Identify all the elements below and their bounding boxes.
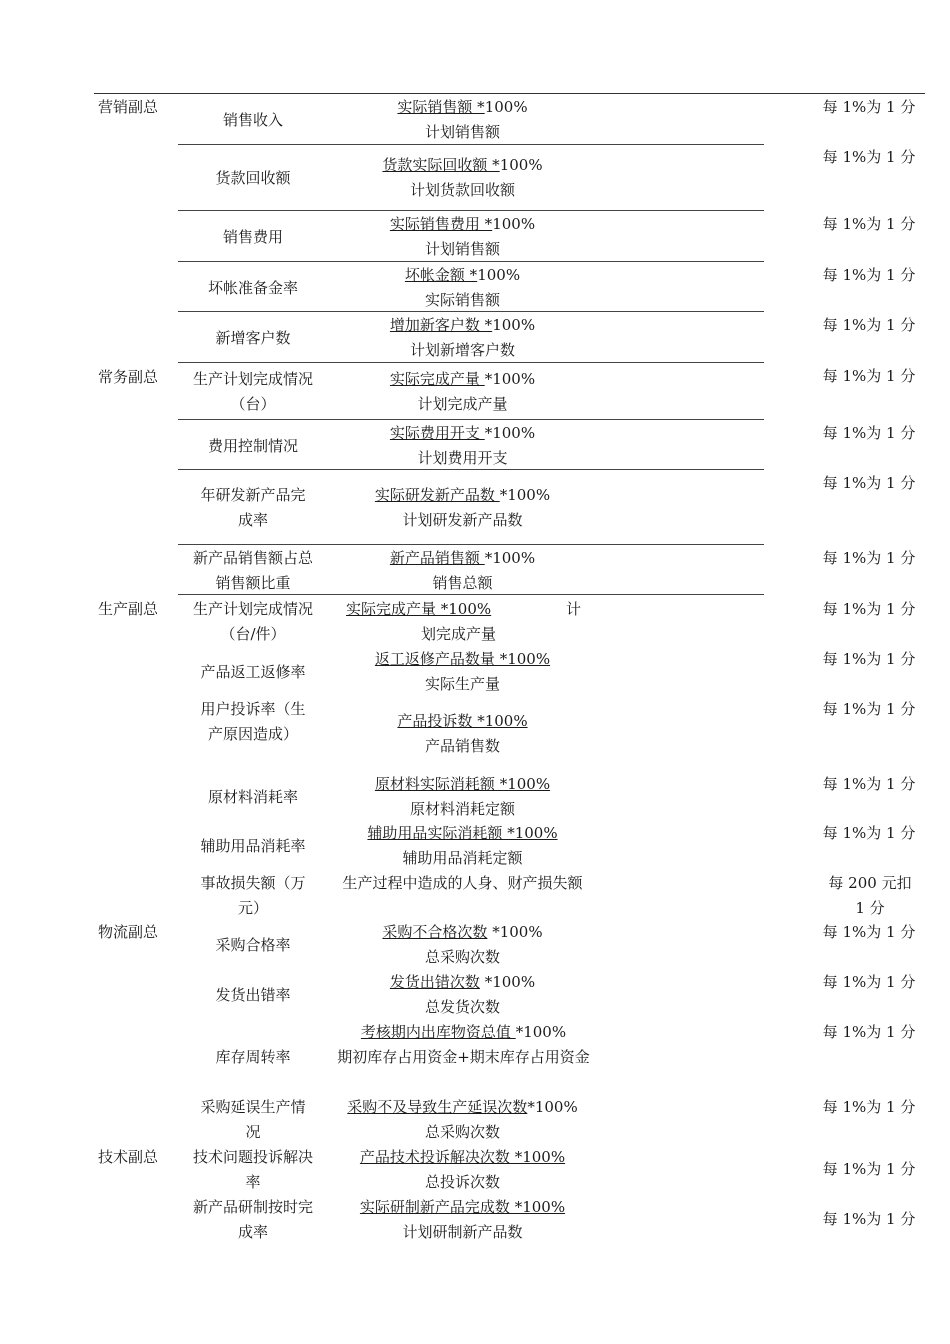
formula-denominator: 计划货款回收额 [409,181,515,199]
kpi-name: 采购延误生产情况 [200,1098,306,1141]
formula-numerator: 坏帐金额 * [404,266,478,284]
formula-numerator: 实际销售额 * [397,98,485,116]
formula-numerator: 采购不合格次数 [382,923,488,941]
formula-numerator: 辅助用品实际消耗额 *100% [367,824,558,842]
formula-denominator: 实际生产量 [424,675,500,693]
top-rule [94,93,925,94]
kpi-formula [330,421,595,471]
kpi-name: 辅助用品消耗率 [200,836,306,855]
formula-denominator: 总采购次数 [424,948,500,966]
formula-denominator: 总发货次数 [424,998,500,1016]
formula-denominator: 计划销售额 [424,240,500,258]
formula-rate: 计 [566,600,582,618]
formula-numerator: 实际完成产量 [389,370,485,388]
formula-rate: *100% [484,424,536,442]
kpi-name: 坏帐准备金率 [207,278,298,297]
formula-denominator: 总采购次数 [424,1123,500,1141]
kpi-score: 每 1%为 1 分 [822,215,916,233]
formula-rate: *100% [487,923,543,941]
kpi-score: 每 1%为 1 分 [822,474,916,492]
kpi-score: 每 1%为 1 分 [822,1023,916,1041]
kpi-score: 每 1%为 1 分 [822,923,916,941]
formula-text: 生产过程中造成的人身、财产损失额 [342,874,583,892]
formula-denominator: 计划研发新产品数 [402,511,523,529]
kpi-formula [330,1145,595,1195]
section-executive: 常务副总 [98,368,159,386]
kpi-score: 每 1%为 1 分 [822,600,916,618]
kpi-score: 每 1%为 1 分 [822,775,916,793]
kpi-name: 新产品销售额占总销售额比重 [192,549,313,592]
formula-denominator: 总投诉次数 [424,1173,500,1191]
formula-rate: *100% [515,1023,567,1041]
formula-rate: *100% [484,370,536,388]
formula-rate: 100% [484,98,528,116]
formula-denominator: 划完成产量 [421,625,497,643]
kpi-name: 库存周转率 [215,1048,291,1066]
formula-denominator: 计划研制新产品数 [402,1223,523,1241]
kpi-formula [330,263,595,313]
kpi-formula [330,1195,595,1245]
formula-rate: *100% [484,549,536,567]
kpi-name: 销售费用 [222,227,283,246]
kpi-formula [330,709,595,759]
kpi-name: 生产计划完成情况（台） [192,370,313,413]
row-rule [178,544,764,545]
kpi-formula [330,367,595,417]
kpi-formula [330,970,595,1020]
kpi-formula [330,212,595,262]
kpi-name: 采购合格率 [215,935,291,954]
kpi-formula [330,647,595,697]
formula-numerator: 发货出错次数 [389,973,480,991]
kpi-name: 发货出错率 [215,985,291,1004]
formula-denominator: 期初库存占用资金+期末库存占用资金 [337,1048,590,1066]
formula-denominator: 计划完成产量 [417,395,508,413]
row-rule [178,419,764,420]
formula-denominator: 计划费用开支 [417,449,508,467]
kpi-name: 事故损失额（万元） [200,874,306,917]
kpi-name: 技术问题投诉解决率 [192,1148,313,1191]
kpi-formula [330,920,595,970]
formula-denominator: 原材料消耗定额 [409,800,515,818]
kpi-formula [336,1020,591,1070]
kpi-score: 每 1%为 1 分 [822,316,916,334]
kpi-score: 每 1%为 1 分 [822,1210,916,1228]
kpi-formula [330,772,595,822]
formula-denominator: 产品销售数 [424,737,500,755]
formula-denominator: 实际销售额 [424,291,500,309]
formula-rate: 100% [477,266,521,284]
formula-rate: 100% [492,215,536,233]
kpi-name: 生产计划完成情况（台/件） [192,600,313,643]
kpi-formula [330,95,595,145]
kpi-score: 每 1%为 1 分 [822,549,916,567]
kpi-score: 每 1%为 1 分 [822,824,916,842]
formula-numerator: 实际研制新产品完成数 *100% [359,1198,566,1216]
formula-rate: 100% [499,156,543,174]
kpi-name: 费用控制情况 [207,436,298,455]
formula-numerator: 增加新客户数 * [389,316,493,334]
section-marketing: 营销副总 [98,98,159,116]
kpi-score: 每 1%为 1 分 [822,650,916,668]
formula-numerator: 产品投诉数 *100% [397,712,528,730]
kpi-score: 每 200 元扣 1 分 [828,874,912,917]
formula-numerator: 返工返修产品数量 *100% [374,650,551,668]
kpi-formula [340,871,585,896]
formula-numerator: 原材料实际消耗额 *100% [374,775,551,793]
kpi-name: 原材料消耗率 [207,787,298,806]
kpi-name: 货款回收额 [215,168,291,187]
kpi-formula [330,546,595,596]
formula-rate: *100% [527,1098,578,1116]
formula-denominator: 辅助用品消耗定额 [402,849,523,867]
formula-numerator: 实际销售费用 * [389,215,493,233]
formula-numerator: 产品技术投诉解决次数 *100% [359,1148,566,1166]
kpi-score: 每 1%为 1 分 [822,424,916,442]
kpi-score: 每 1%为 1 分 [822,266,916,284]
kpi-formula [330,313,595,363]
kpi-name: 产品返工返修率 [200,662,306,681]
kpi-name: 用户投诉率（生产原因造成） [200,700,306,743]
section-logistics: 物流副总 [98,923,159,941]
kpi-name: 销售收入 [222,110,283,129]
kpi-name: 新产品研制按时完成率 [192,1198,313,1241]
formula-rate: 100% [492,316,536,334]
kpi-score: 每 1%为 1 分 [822,973,916,991]
kpi-formula [330,483,595,533]
kpi-name: 新增客户数 [215,328,291,347]
kpi-score: 每 1%为 1 分 [822,700,916,718]
section-production: 生产副总 [98,600,159,618]
kpi-name: 年研发新产品完成率 [200,486,306,529]
row-rule [178,210,764,211]
kpi-formula [330,821,595,871]
kpi-formula [346,597,596,647]
formula-denominator: 计划新增客户数 [409,341,515,359]
formula-numerator: 采购不及导致生产延误次数 [347,1098,528,1116]
kpi-score: 每 1%为 1 分 [822,98,916,116]
kpi-formula [330,1095,595,1145]
formula-numerator: 实际费用开支 [389,424,485,442]
formula-denominator: 销售总额 [432,574,493,592]
formula-numerator: 实际研发新产品数 [374,486,500,504]
formula-numerator: 实际完成产量 *100% [346,600,492,618]
formula-numerator: 新产品销售额 [389,549,485,567]
kpi-formula [330,153,595,203]
section-technology: 技术副总 [98,1148,159,1166]
formula-numerator: 货款实际回收额 * [382,156,500,174]
kpi-score: 每 1%为 1 分 [822,1160,916,1178]
kpi-score: 每 1%为 1 分 [822,367,916,385]
kpi-score: 每 1%为 1 分 [822,148,916,166]
formula-rate: *100% [479,973,536,991]
formula-numerator: 考核期内出库物资总值 [360,1023,516,1041]
kpi-score: 每 1%为 1 分 [822,1098,916,1116]
formula-denominator: 计划销售额 [424,123,500,141]
formula-rate: *100% [499,486,551,504]
